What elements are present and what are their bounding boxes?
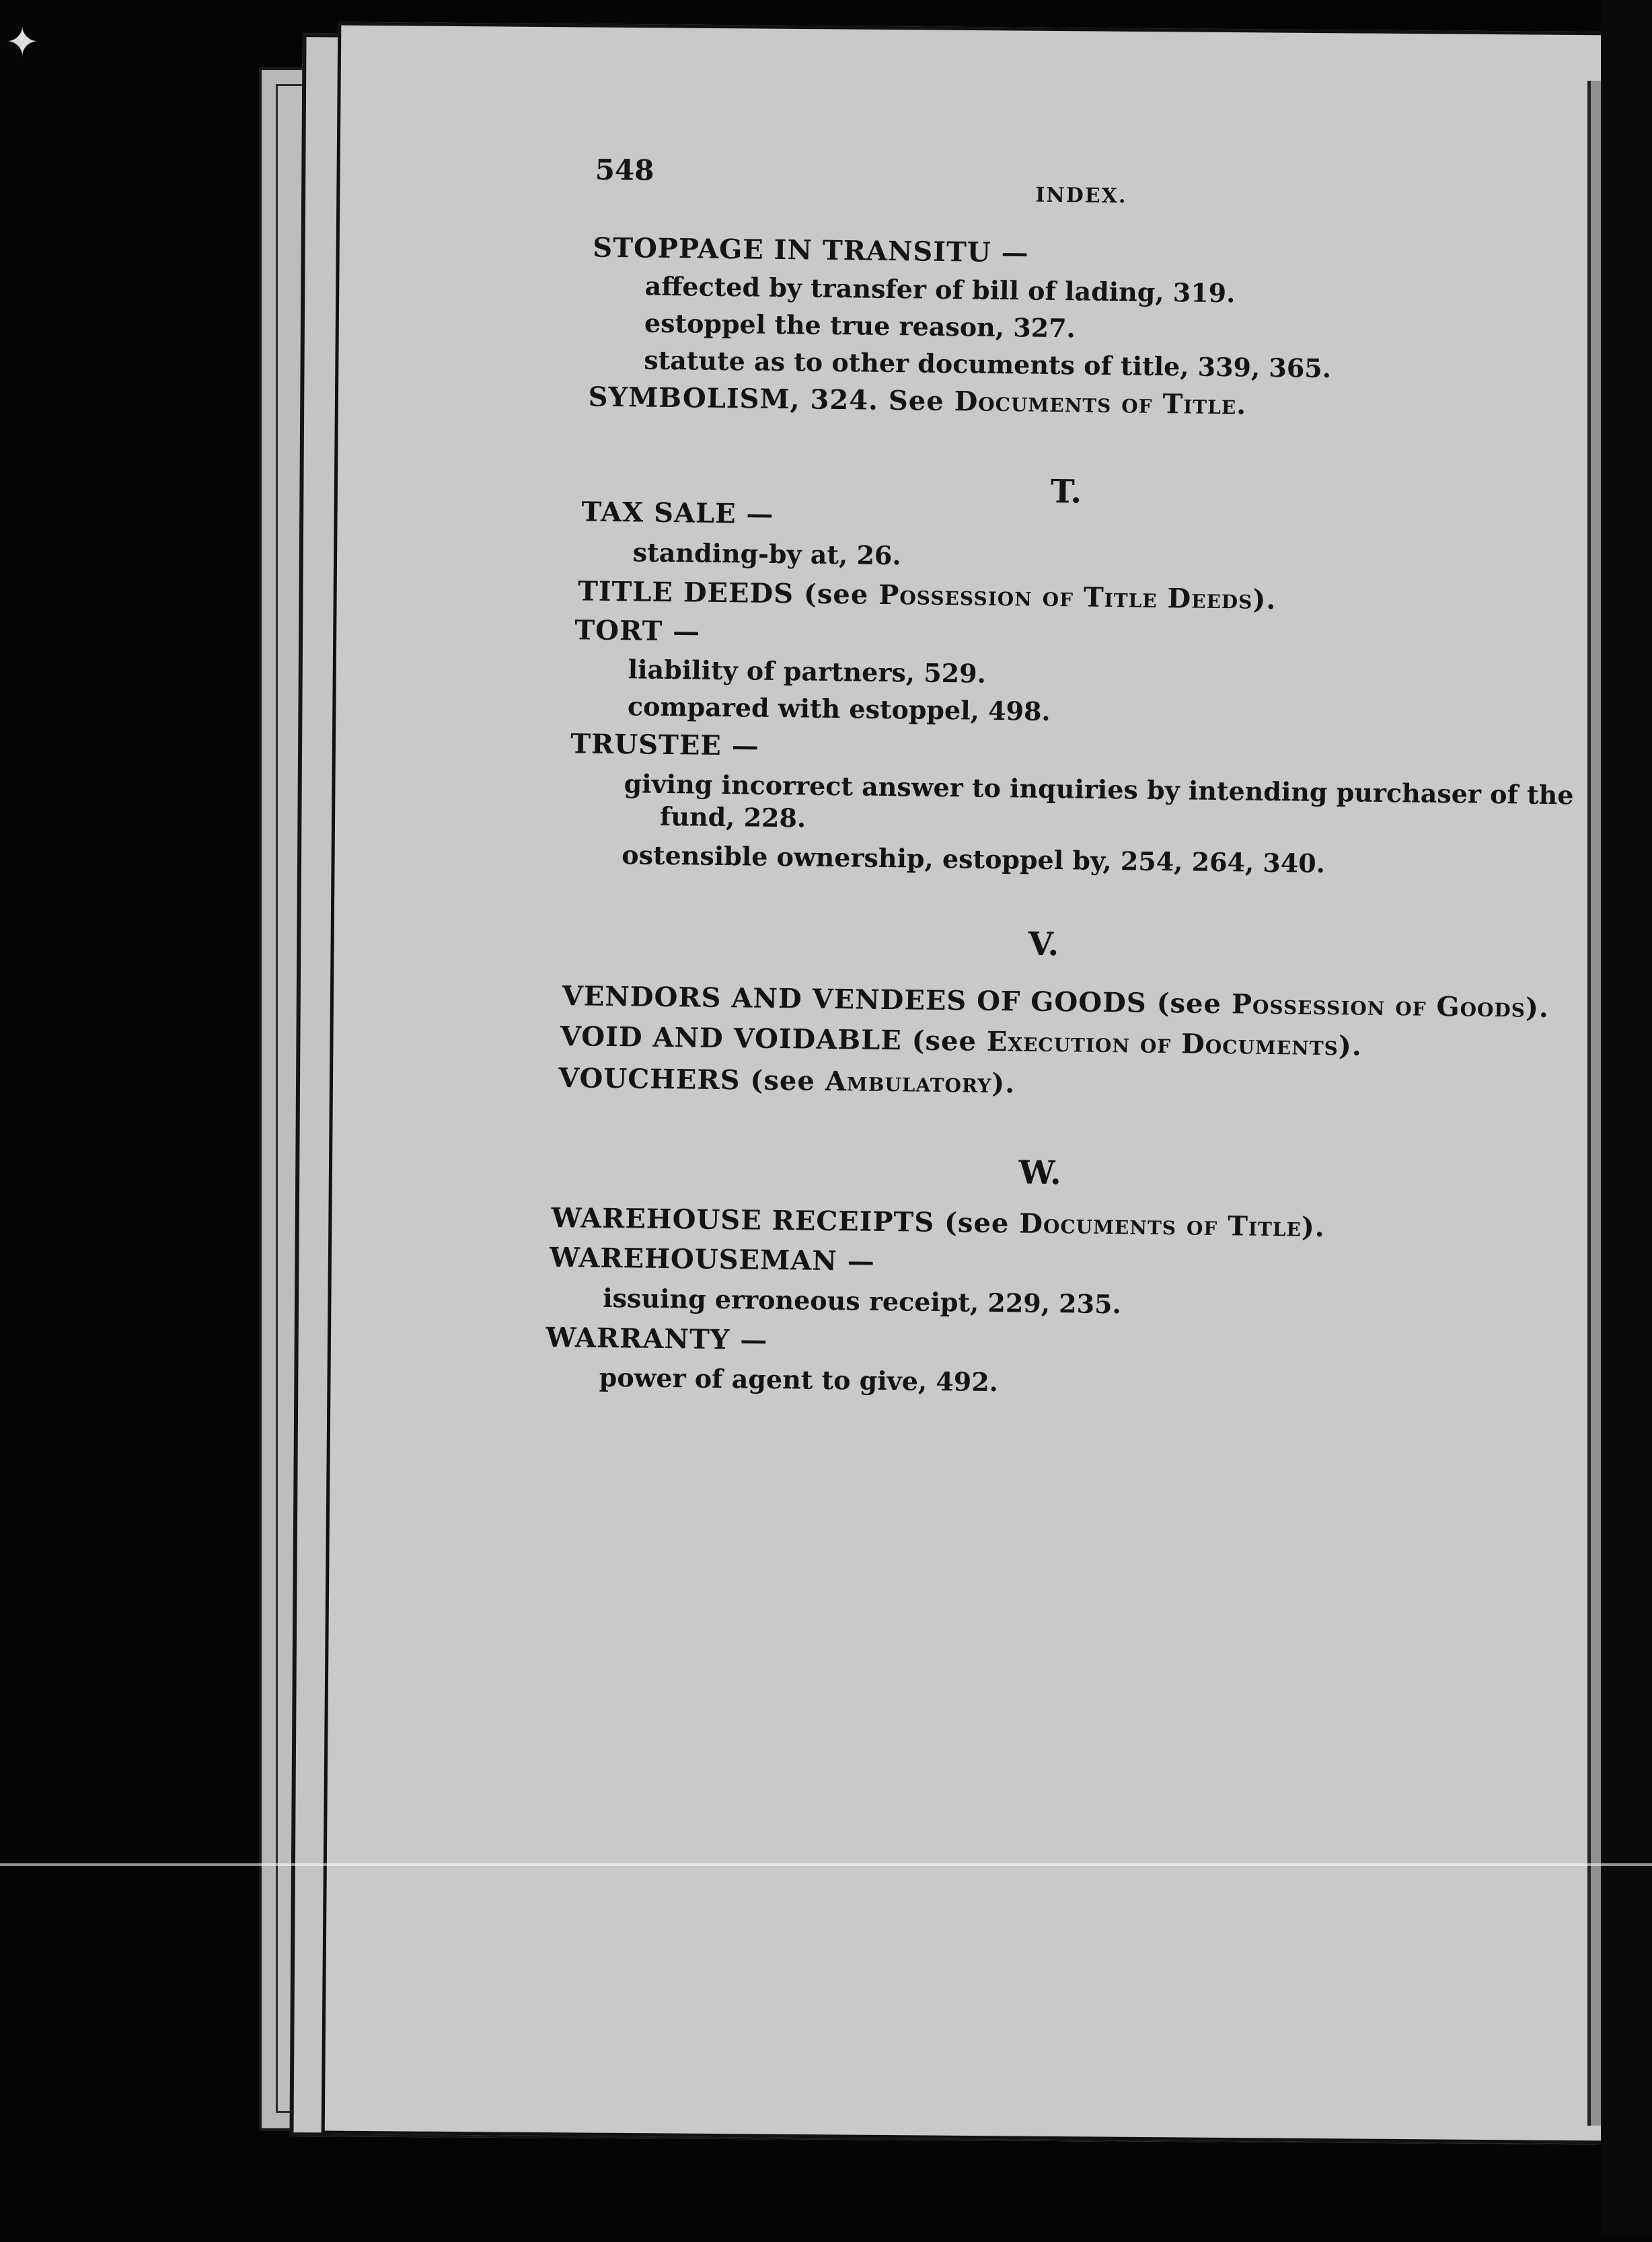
- index-entry-heading: WARRANTY —: [546, 1321, 768, 1356]
- index-entry-heading: TRUSTEE —: [570, 728, 760, 762]
- index-subentry: statute as to other documents of title, 339, 365.: [644, 344, 1332, 384]
- index-subentry: affected by transfer of bill of lading, 319.: [644, 270, 1236, 309]
- section-letter: W.: [1018, 1154, 1062, 1193]
- index-entry-heading: TORT —: [574, 614, 701, 648]
- corner-mark-icon: ✦: [5, 19, 40, 66]
- index-entry-heading: WAREHOUSE RECEIPTS (see Documents of Title).: [551, 1201, 1326, 1243]
- section-letter: V.: [1028, 925, 1059, 964]
- index-subentry-continued: fund, 228.: [659, 800, 806, 833]
- index-subentry: power of agent to give, 492.: [599, 1361, 999, 1398]
- index-subentry: estoppel the true reason, 327.: [644, 307, 1076, 344]
- index-subentry: issuing erroneous receipt, 229, 235.: [602, 1282, 1122, 1320]
- running-head: INDEX.: [1035, 183, 1127, 209]
- index-entry-heading: VOID AND VOIDABLE (see Execution of Documents).: [560, 1020, 1363, 1062]
- index-entry-heading: TAX SALE —: [581, 496, 774, 530]
- index-subentry: compared with estoppel, 498.: [627, 691, 1051, 726]
- index-entry-heading: VOUCHERS (see Ambulatory).: [558, 1062, 1016, 1100]
- index-subentry: standing-by at, 26.: [632, 537, 901, 571]
- section-letter: T.: [1050, 472, 1082, 511]
- index-entry-heading: TITLE DEEDS (see Possession of Title Deeds).: [577, 575, 1277, 616]
- index-entry-heading: WAREHOUSEMAN —: [549, 1241, 876, 1277]
- index-subentry: giving incorrect answer to inquiries by intending purchaser of the: [624, 768, 1574, 811]
- index-entry-heading: VENDORS AND VENDEES OF GOODS (see Possession of Goods).: [562, 980, 1550, 1024]
- index-entry-heading: STOPPAGE IN TRANSITU —: [593, 231, 1029, 269]
- index-entry-heading: SYMBOLISM, 324. See Documents of Title.: [588, 381, 1247, 421]
- index-subentry: liability of partners, 529.: [628, 654, 987, 689]
- page-number: 548: [595, 153, 654, 187]
- index-subentry: ostensible ownership, estoppel by, 254, 264, 340.: [622, 839, 1326, 879]
